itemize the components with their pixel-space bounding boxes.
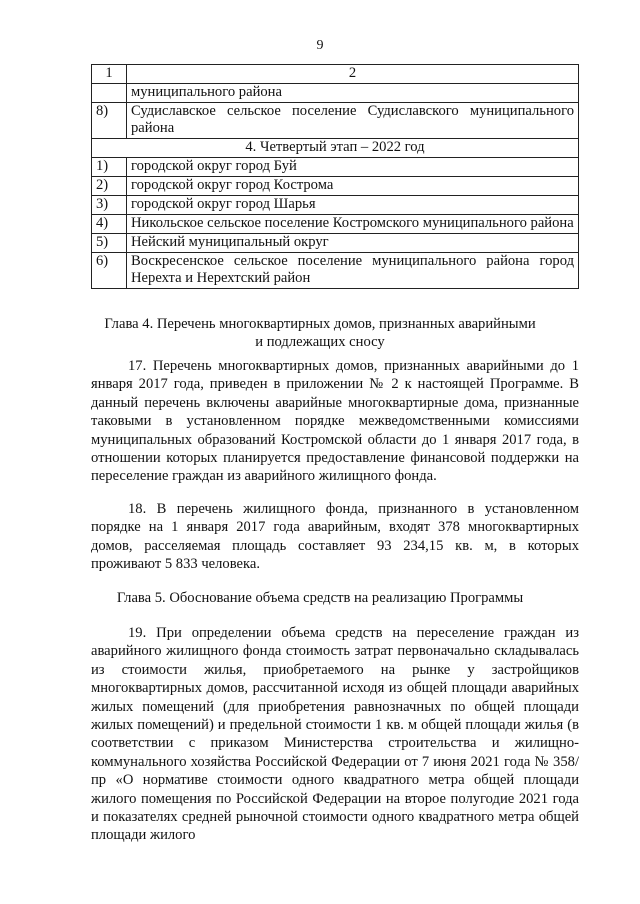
table-row-number: 2) (92, 177, 127, 196)
table-row-text: Судиславское сельское поселение Судиславского муниципального района (127, 103, 579, 139)
stage4-title: 4. Четвертый этап – 2022 год (92, 139, 579, 158)
table-row-number: 5) (92, 234, 127, 253)
table-row (92, 196, 579, 215)
table-header-row (92, 65, 579, 84)
table-row (92, 103, 579, 139)
chapter4-title-line2: и подлежащих сносу (255, 334, 385, 350)
chapter4-heading (60, 315, 580, 351)
paragraph-17: 17. Перечень многоквартирных домов, признанных аварийными до 1 января 2017 года, приведен в приложении № 2 к настоящей Программе. В данный перечень включены аварийные многоквартирные дома, признанные таковыми в установленном порядке межведомственными комиссиями муниципальных образований Костромской области до 1 января 2017 года, в отношении которых планируется предоставление финансовой поддержки на переселение граждан из аварийного жилищного фонда. (91, 358, 579, 485)
table-row-text: Никольское сельское поселение Костромского муниципального района (127, 215, 579, 234)
table-row-text: городской округ город Шарья (127, 196, 579, 215)
table-row (92, 215, 579, 234)
table-row-number: 4) (92, 215, 127, 234)
paragraph-19: 19. При определении объема средств на переселение граждан из аварийного жилищного фонда стоимость затрат первоначально складывалась из стоимости жилья, приобретаемого на рынке у застройщиков многоквартирных домов, рассчитанной исходя из общей площади аварийных жилых помещений (для приобретения равнозначных по общей площади жилых помещений) и предельной стоимости 1 кв. м общей площади жилья (в соответствии с приказом Министерства строительства и жилищно-коммунального хозяйства Российской Федерации от 7 июня 2021 года № 358/пр «О нормативе стоимости одного квадратного метра общей площади жилого помещения по Российской Федерации на второе полугодие 2021 года и показателях средней рыночной стоимости одного квадратного метра общей площади жилого (91, 625, 579, 844)
table-row (92, 234, 579, 253)
chapter5-title: Глава 5. Обоснование объема средств на реализацию Программы (116, 590, 524, 606)
table-header-col1: 1 (92, 65, 127, 84)
table-row-text: Нейский муниципальный округ (127, 234, 579, 253)
page-number: 9 (316, 38, 324, 53)
table-row (92, 177, 579, 196)
table-row (92, 253, 579, 289)
table-row-number: 1) (92, 158, 127, 177)
table-row-text: муниципального района (127, 84, 579, 103)
paragraph-18: 18. В перечень жилищного фонда, признанного в установленном порядке на 1 января 2017 года аварийным, входят 378 многоквартирных домов, расселяемая площадь составляет 93 234,15 кв. м, в которых проживают 5 833 человека. (91, 501, 579, 573)
table-row-number (92, 84, 127, 103)
table-row (92, 84, 579, 103)
stage-title-row (92, 139, 579, 158)
table-row-number: 8) (92, 103, 127, 139)
table-row-text: городской округ город Кострома (127, 177, 579, 196)
chapter4-title-line1: Глава 4. Перечень многоквартирных домов, признанных аварийными (104, 316, 536, 332)
table-row-number: 3) (92, 196, 127, 215)
table-row (92, 158, 579, 177)
table-row-text: Воскресенское сельское поселение муниципального района город Нерехта и Нерехтский район (127, 253, 579, 289)
table-row-text: городской округ город Буй (127, 158, 579, 177)
municipal-stage-table (91, 64, 579, 289)
table-header-col2: 2 (127, 65, 579, 84)
table-row-number: 6) (92, 253, 127, 289)
